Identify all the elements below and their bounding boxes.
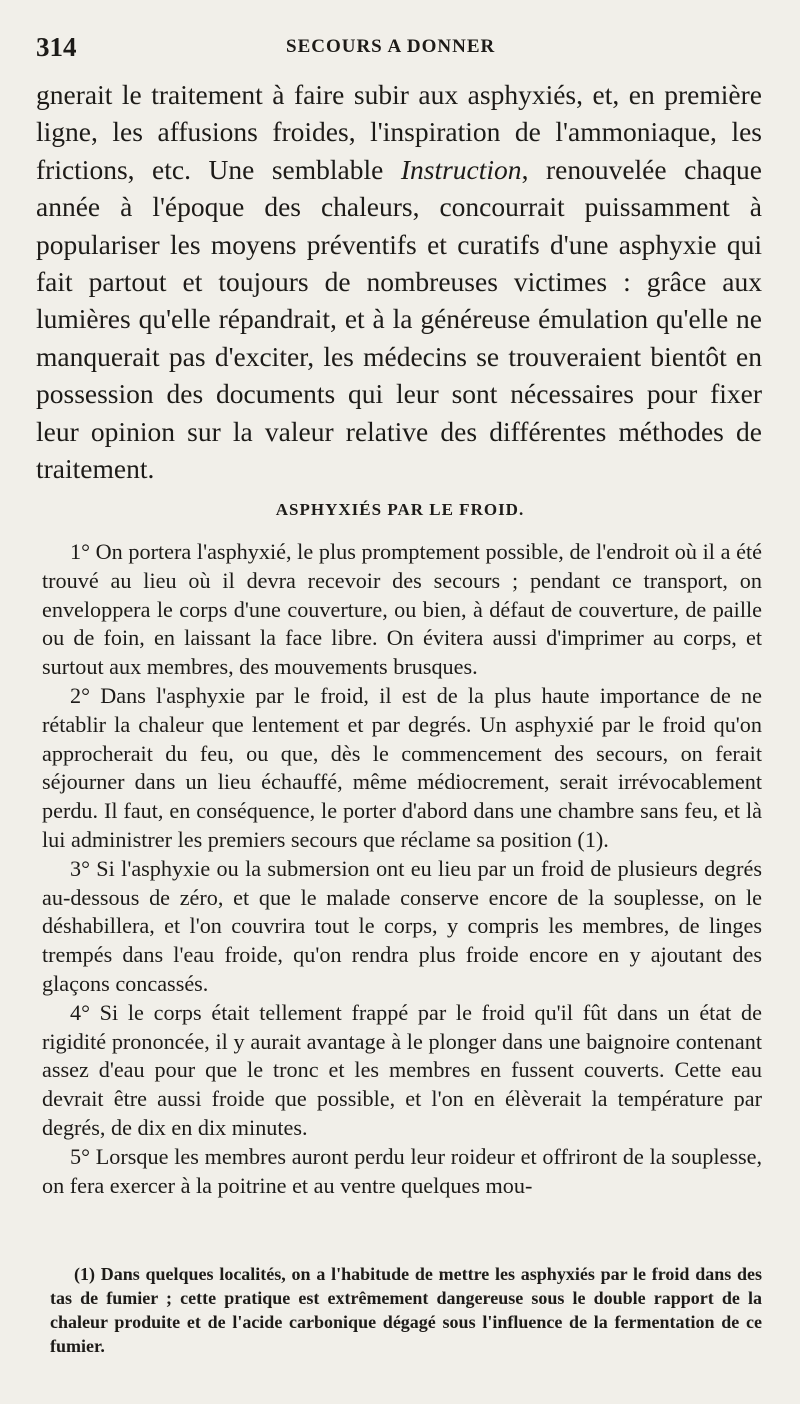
upper-text-end: , renouvelée chaque année à l'époque des chaleurs, concourrait puissamment à populariser les moyens préventifs et curatifs d'une asphyxie qui fait partout et toujours de nombreuses victimes : grâce aux lumières qu'elle répandrait, et à la généreuse émulation qu'elle ne manquerait pas d'exciter, les médecins se trouveraient bientôt en possession des documents qui leur sont nécessaires pour fixer leur opinion sur la valeur relative des différentes méthodes de traitement. <box>36 153 762 485</box>
upper-text-italic: Instruction <box>400 153 522 185</box>
upper-paragraph <box>36 76 762 487</box>
paragraph-2: 2° Dans l'asphyxie par le froid, il est de la plus haute importance de ne rétablir la chaleur que lentement et par degrés. Un asphyxié par le froid qu'on approcherait du feu, ou que, dès le commencement des secours, on ferait séjourner dans un lieu échauffé, même médiocrement, serait irrévocablement perdu. Il faut, en conséquence, le porter d'abord dans une chambre sans feu, et là lui administrer les premiers secours que réclame sa position (1). <box>42 682 762 852</box>
upper-text-block <box>36 76 762 487</box>
page-number: 314 <box>36 32 77 62</box>
upper-text-start: gnerait le traitement à faire subir aux asphyxiés, et, en première ligne, les affusions froides, l'inspiration de l'ammoniaque, les frictions, etc. Une semblable <box>36 79 762 185</box>
paragraph-1: 1° On portera l'asphyxié, le plus promptement possible, de l'endroit où il a été trouvé au lieu où il devra recevoir des secours ; pendant ce transport, on enveloppera le corps d'une couverture, ou bien, à défaut de couverture, de paille ou de foin, en laissant la face libre. On évitera aussi d'imprimer au corps, et surtout aux membres, des mouvements brusques. <box>42 539 762 680</box>
paragraph-3: 3° Si l'asphyxie ou la submersion ont eu lieu par un froid de plusieurs degrés au-dessous de zéro, et que le malade conserve encore de la souplesse, on le déshabillera, et l'on couvrira tout le corps, y compris les membres, de linges trempés dans l'eau froide, qu'on rendra plus froide encore en y ajoutant des glaçons concassés. <box>42 855 762 996</box>
page-header <box>36 32 762 66</box>
footnote-text: (1) Dans quelques localités, on a l'habitude de mettre les asphyxiés par le froid dans des tas de fumier ; cette pratique est extrêmement dangereuse sous le double rapport de la chaleur produite et de l'acide carbonique dégagé sous l'influence de la fermentation de ce fumier. <box>50 1264 762 1356</box>
footnote <box>50 1262 762 1358</box>
section-heading: ASPHYXIÉS PAR LE FROID. <box>275 500 525 519</box>
paragraph-4: 4° Si le corps était tellement frappé par le froid qu'il fût dans un état de rigidité prononcée, il y aurait avantage à le plonger dans une baignoire contenant assez d'eau pour que le tronc et les membres en fussent couverts. Cette eau devrait être aussi froide que possible, et l'on en élèverait la température par degrés, de dix en dix minutes. <box>42 999 762 1140</box>
paragraph-5: 5° Lorsque les membres auront perdu leur roideur et offriront de la souplesse, on fera exercer à la poitrine et au ventre quelques mou- <box>42 1143 762 1198</box>
running-head: SECOURS A DONNER <box>286 36 496 57</box>
numbered-paragraphs <box>42 538 762 1200</box>
